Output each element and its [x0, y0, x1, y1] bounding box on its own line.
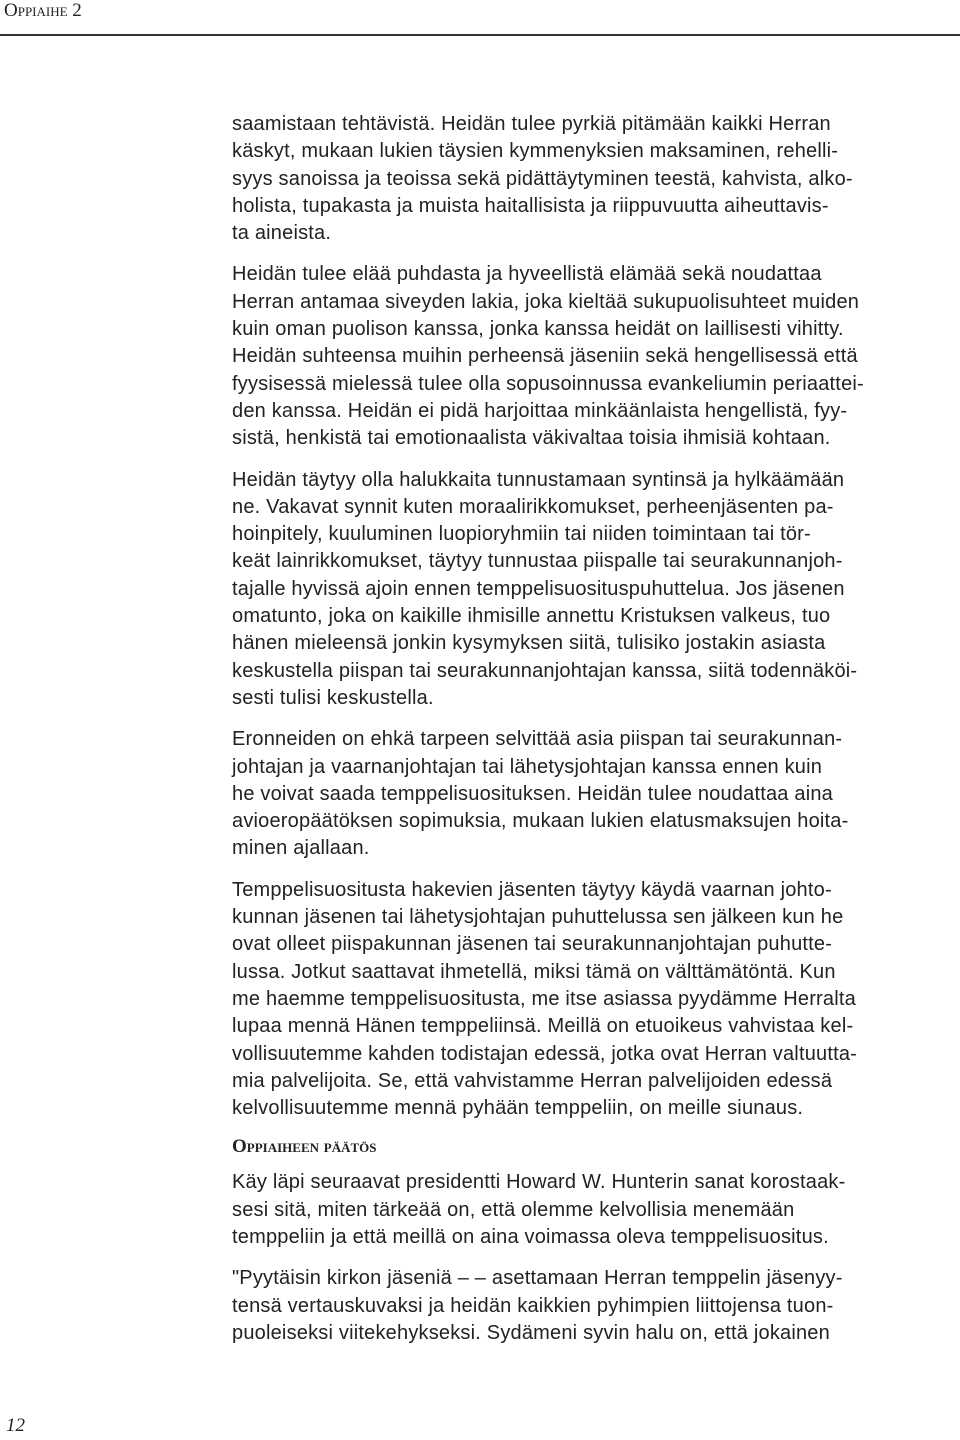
body-text-line: sesti tulisi keskustella. — [232, 686, 434, 709]
body-text-line: puoleiseksi viitekehykseksi. Sydämeni syvin halu on, että jokainen — [232, 1321, 830, 1344]
body-text-line: hoinpitely, kuuluminen luopioryhmiin tai niiden toimintaan tai tör- — [232, 523, 811, 546]
main-text-column — [232, 111, 952, 1361]
body-text-line: Temppelisuositusta hakevien jäsenten täytyy käydä vaarnan johto- — [232, 878, 832, 901]
page-number: 12 — [6, 1415, 25, 1436]
body-text-line: den kanssa. Heidän ei pidä harjoittaa minkäänlaista hengellistä, fyy- — [232, 399, 848, 422]
body-text-line: käskyt, mukaan lukien täysien kymmenyksien maksaminen, rehelli- — [232, 140, 839, 163]
body-text-line: sistä, henkistä tai emotionaalista väkivaltaa toisia ihmisiä kohtaan. — [232, 427, 831, 450]
body-text-line: Heidän täytyy olla halukkaita tunnustamaan syntinsä ja hylkäämään — [232, 468, 845, 491]
body-text-line: kunnan jäsenen tai lähetysjohtajan puhuttelussa sen jälkeen kun he — [232, 906, 844, 929]
paragraph-4 — [232, 726, 952, 862]
body-text-line: Käy läpi seuraavat presidentti Howard W. Hunterin sanat korostaak- — [232, 1171, 846, 1194]
body-text-line: lupaa mennä Hänen temppeliinsä. Meillä on etuoikeus vahvistaa kel- — [232, 1015, 854, 1038]
body-text-line: keät lainrikkomukset, täytyy tunnustaa piispalle tai seurakunnanjoh- — [232, 550, 843, 573]
paragraph-7-quote — [232, 1265, 952, 1347]
body-text-line: fyysisessä mielessä tulee olla sopusoinnussa evankeliumin periaattei- — [232, 372, 864, 395]
body-text-line: avioeropäätöksen sopimuksia, mukaan lukien elatusmaksujen hoita- — [232, 810, 849, 833]
body-text-line: "Pyytäisin kirkon jäseniä – – asettamaan Herran temppelin jäsenyy- — [232, 1267, 843, 1290]
running-header-title: Oppiaihe 2 — [4, 0, 82, 21]
body-text-line: saamistaan tehtävistä. Heidän tulee pyrkiä pitämään kaikki Herran — [232, 113, 831, 135]
body-text-line: ta aineista. — [232, 222, 332, 245]
body-text-line: temppeliin ja että meillä on aina voimassa oleva temppelisuositus. — [232, 1225, 829, 1248]
body-text-line: sesi sitä, miten tärkeää on, että olemme kelvollisia menemään — [232, 1198, 795, 1221]
paragraph-3 — [232, 467, 952, 713]
body-text-line: syys sanoissa ja teoissa sekä pidättäytyminen teestä, kahvista, alko- — [232, 167, 853, 190]
body-text-line: keskustella piispan tai seurakunnanjohtajan kanssa, siitä todennäköi- — [232, 659, 858, 682]
body-text-line: tensä vertauskuvaksi ja heidän kaikkien pyhimpien liittojensa tuon- — [232, 1294, 834, 1317]
body-text-line: hänen mieleensä jonkin kysymyksen siitä, tulisiko jostakin asiasta — [232, 632, 826, 655]
body-text-line: holista, tupakasta ja muista haitallisista ja riippuvuutta aiheuttavis- — [232, 194, 829, 217]
body-text-line: kelvollisuutemme mennä pyhään temppeliin, on meille siunaus. — [232, 1097, 804, 1120]
body-text-line: ovat olleet piispakunnan jäsenen tai seurakunnanjohtajan puhutte- — [232, 933, 833, 956]
body-text-line: me haemme temppelisuositusta, me itse asiassa pyydämme Herralta — [232, 987, 856, 1010]
body-text-line: Heidän tulee elää puhdasta ja hyveellistä elämää sekä noudattaa — [232, 263, 822, 286]
body-text-line: vollisuutemme kahden todistajan edessä, jotka ovat Herran valtuutta- — [232, 1042, 858, 1065]
body-text-line: johtajan ja vaarnanjohtajan tai lähetysjohtajan kanssa ennen kuin — [232, 755, 823, 778]
paragraph-6 — [232, 1169, 952, 1251]
body-text-line: mia palvelijoita. Se, että vahvistamme Herran palvelijoiden edessä — [232, 1069, 833, 1092]
body-text-line: lussa. Jotkut saattavat ihmetellä, miksi tämä on välttämätöntä. Kun — [232, 960, 836, 983]
paragraph-1 — [232, 111, 952, 247]
body-text-line: Eronneiden on ehkä tarpeen selvittää asia piispan tai seurakunnan- — [232, 728, 843, 751]
body-text-line: he voivat saada temppelisuosituksen. Heidän tulee noudattaa aina — [232, 782, 833, 805]
paragraph-2 — [232, 261, 952, 452]
paragraph-5 — [232, 877, 952, 1123]
body-text-line: tajalle hyvissä ajoin ennen temppelisuosituspuhuttelua. Jos jäsenen — [232, 577, 845, 600]
body-text-line: Herran antamaa siveyden lakia, joka kieltää sukupuolisuhteet muiden — [232, 290, 860, 313]
section-heading: Oppiaiheen päätös — [232, 1136, 377, 1158]
body-text-line: kuin oman puolison kanssa, jonka kanssa heidät on laillisesti vihitty. — [232, 318, 844, 341]
body-text-line: ne. Vakavat synnit kuten moraalirikkomukset, perheenjäsenten pa- — [232, 495, 834, 518]
body-text-line: minen ajallaan. — [232, 837, 370, 860]
body-text-line: omatunto, joka on kaikille ihmisille annettu Kristuksen valkeus, tuo — [232, 605, 831, 628]
header-rule — [0, 34, 960, 36]
body-text-line: Heidän suhteensa muihin perheensä jäseniin sekä hengellisessä että — [232, 345, 858, 368]
